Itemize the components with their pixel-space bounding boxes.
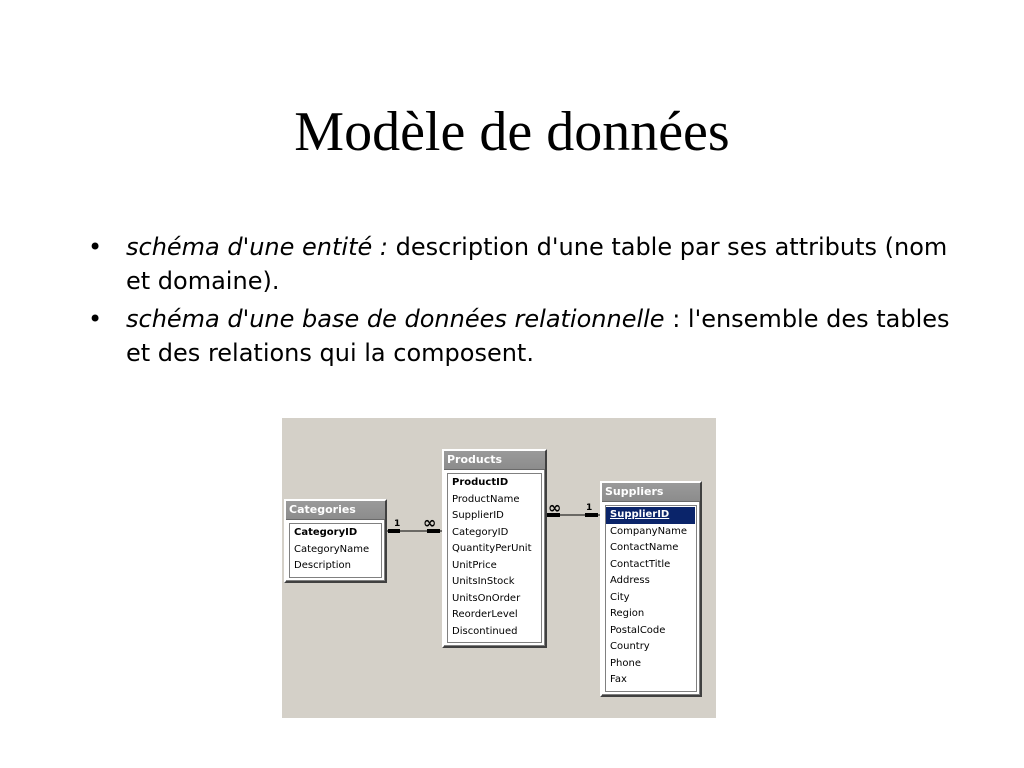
relationship-diagram — [282, 418, 716, 718]
table-categories[interactable] — [284, 499, 387, 583]
field-list — [289, 523, 382, 578]
field-item[interactable]: Country — [610, 641, 650, 652]
field-list — [447, 473, 542, 643]
field-item[interactable]: UnitPrice — [452, 559, 497, 571]
relation-many-label: ∞ — [548, 498, 562, 517]
field-item[interactable]: Discontinued — [452, 625, 518, 637]
field-item[interactable]: ProductID — [452, 477, 509, 488]
field-item[interactable]: UnitsInStock — [452, 576, 515, 587]
field-item[interactable]: QuantityPerUnit — [452, 543, 532, 554]
field-item[interactable]: Phone — [610, 657, 641, 669]
field-item[interactable]: CategoryID — [452, 526, 509, 538]
field-item[interactable]: CategoryName — [294, 543, 370, 555]
table-products[interactable] — [442, 449, 547, 648]
bullet-term: schéma d'une entité : — [126, 233, 388, 261]
bullet-text: : l'ensemble des tables et des relations qui la composent. — [126, 305, 950, 367]
table-title[interactable]: Suppliers — [602, 483, 700, 502]
relation-one-label: 1 — [586, 503, 593, 513]
field-item[interactable]: SupplierID — [452, 510, 504, 521]
field-item-selected[interactable]: SupplierID — [606, 507, 695, 524]
table-title[interactable]: Categories — [286, 501, 385, 520]
field-item[interactable]: ContactName — [610, 542, 679, 553]
field-item[interactable]: PostalCode — [610, 624, 666, 636]
field-item[interactable]: Description — [294, 560, 351, 571]
field-item[interactable]: Fax — [610, 674, 627, 685]
bullet-term: schéma d'une base de données relationnelle — [126, 305, 665, 333]
field-item[interactable]: UnitsOnOrder — [452, 592, 521, 604]
bullet-marker: • — [88, 233, 103, 261]
relation-one-label: 1 — [394, 519, 401, 529]
field-item[interactable]: ContactTitle — [610, 558, 671, 570]
field-item[interactable]: Address — [610, 575, 650, 586]
table-suppliers[interactable] — [600, 481, 702, 697]
field-item[interactable]: Region — [610, 608, 645, 619]
field-item[interactable]: CompanyName — [610, 525, 688, 537]
table-title[interactable]: Products — [444, 451, 545, 470]
field-item[interactable]: City — [610, 591, 630, 603]
bullet-item — [88, 302, 968, 370]
bullet-list — [88, 230, 968, 374]
field-item[interactable]: ProductName — [452, 493, 520, 505]
relation-many-label: ∞ — [423, 513, 437, 532]
field-item[interactable]: ReorderLevel — [452, 609, 518, 620]
slide-title: Modèle de données — [294, 101, 730, 163]
bullet-marker: • — [88, 305, 103, 333]
bullet-item — [88, 230, 968, 298]
field-item[interactable]: CategoryID — [294, 527, 358, 538]
field-list — [605, 505, 697, 692]
bullet-text: description d'une table par ses attributs (nom et domaine). — [126, 233, 948, 295]
